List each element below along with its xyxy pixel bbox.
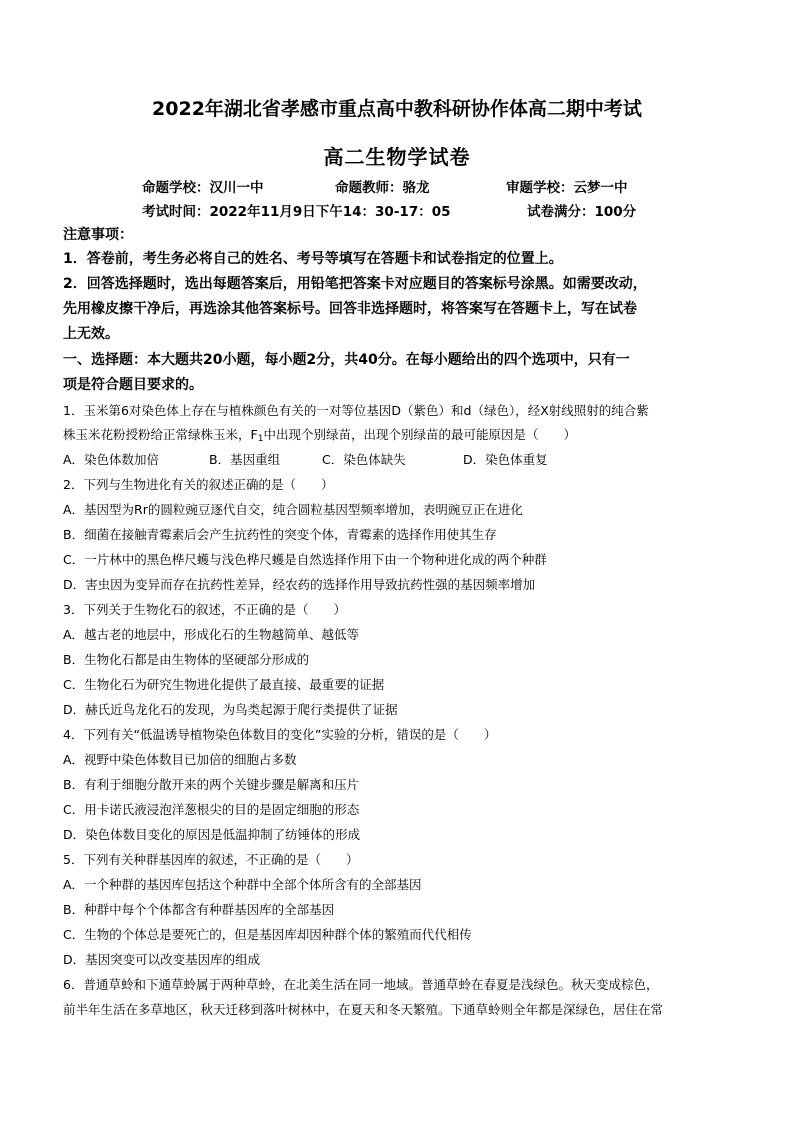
q2-option-d: D．害虫因为变异而存在抗药性差异，经农药的选择作用导致抗药性强的基因频率增加 [63, 577, 536, 592]
q2-stem: 2．下列与生物进化有关的叙述正确的是（ ） [63, 477, 334, 492]
q3-stem: 3．下列关于生物化石的叙述，不正确的是（ ） [63, 602, 346, 617]
notice-heading: 注意事项： [63, 227, 133, 243]
exam-subtitle: 高二生物学试卷 [323, 145, 471, 169]
notice-item-2-line-1: 2．回答选择题时，选出每题答案后，用铅笔把答案卡对应题目的答案标号涂黑。如需要改动， [63, 276, 647, 292]
setting-teacher: 命题教师：骆龙 [335, 180, 430, 196]
review-school: 审题学校：云梦一中 [506, 180, 628, 196]
q6-stem-line-2: 前半年生活在多草地区，秋天迁移到落叶树林中，在夏天和冬天繁殖。下通草蛉则全年都是深绿色，居住在常 [63, 1002, 664, 1017]
q1-stem-line-1: 1．玉米第6对染色体上存在与植株颜色有关的一对等位基因D（紫色）和d（绿色），经X射线照射的纯合紫 [63, 403, 649, 418]
full-score: 试卷满分：100分 [527, 204, 637, 220]
q3-option-c: C．生物化石为研究生物进化提供了最直接、最重要的证据 [63, 677, 385, 692]
q6-stem-line-1: 6．普通草蛉和下通草蛉属于两种草蛉，在北美生活在同一地域。普通草蛉在春夏是浅绿色。秋天变成棕色， [63, 977, 659, 992]
notice-item-2-line-3: 上无效。 [63, 326, 119, 342]
q2-option-a: A．基因型为Rr的圆粒豌豆逐代自交，纯合圆粒基因型频率增加，表明豌豆正在进化 [63, 502, 523, 517]
notice-item-1: 1．答卷前，考生务必将自己的姓名、考号等填写在答题卡和试卷指定的位置上。 [63, 251, 563, 267]
q4-option-b: B．有利于细胞分散开来的两个关键步骤是解离和压片 [63, 777, 360, 792]
q5-option-d: D．基因突变可以改变基因库的组成 [63, 952, 261, 967]
exam-time: 考试时间：2022年11月9日下午14：30-17：05 [142, 204, 451, 220]
q5-option-a: A．一个种群的基因库包括这个种群中全部个体所含有的全部基因 [63, 877, 422, 892]
q2-option-b: B．细菌在接触青霉素后会产生抗药性的突变个体，青霉素的选择作用使其生存 [63, 527, 497, 542]
q2-option-c: C．一片林中的黑色桦尺蠖与浅色桦尺蠖是自然选择作用下由一个物种进化成的两个种群 [63, 552, 547, 567]
q3-option-b: B．生物化石都是由生物体的坚硬部分形成的 [63, 652, 310, 667]
q1-option-d: D．染色体重复 [463, 452, 548, 467]
q1-option-b: B．基因重组 [209, 452, 281, 467]
q5-option-b: B．种群中每个个体都含有种群基因库的全部基因 [63, 902, 335, 917]
section-heading-line-1: 一、选择题：本大题共20小题，每小题2分，共40分。在每小题给出的四个选项中，只有一 [63, 352, 630, 368]
q1-option-c: C．染色体缺失 [322, 452, 406, 467]
q1-option-a: A．染色体数加倍 [63, 452, 160, 467]
q5-option-c: C．生物的个体总是要死亡的，但是基因库却因种群个体的繁殖而代代相传 [63, 927, 472, 942]
q1-stem-line-2: 株玉米花粉授粉给正常绿株玉米，$F_1$中出现个别绿苗，出现个别绿苗的最可能原因是（ ） [63, 427, 576, 444]
q4-option-c: C．用卡诺氏液浸泡洋葱根尖的目的是固定细胞的形态 [63, 802, 360, 817]
q3-option-a: A．越古老的地层中，形成化石的生物越简单、越低等 [63, 627, 360, 642]
q4-option-d: D．染色体数目变化的原因是低温抑制了纺锤体的形成 [63, 827, 361, 842]
q5-stem: 5．下列有关种群基因库的叙述，不正确的是（ ） [63, 852, 359, 867]
q4-stem: 4．下列有关“低温诱导植物染色体数目的变化”实验的分析，错误的是（ ） [63, 727, 497, 742]
notice-item-2-line-2: 先用橡皮擦干净后，再选涂其他答案标号。回答非选择题时，将答案写在答题卡上，写在试卷 [63, 301, 637, 317]
setting-school: 命题学校：汉川一中 [142, 180, 264, 196]
section-heading-line-2: 项是符合题目要求的。 [63, 377, 203, 393]
q4-option-a: A．视野中染色体数目已加倍的细胞占多数 [63, 752, 297, 767]
exam-title: 2022年湖北省孝感市重点高中教科研协作体高二期中考试 [152, 98, 642, 120]
q3-option-d: D．赫氏近鸟龙化石的发现，为鸟类起源于爬行类提供了证据 [63, 702, 398, 717]
